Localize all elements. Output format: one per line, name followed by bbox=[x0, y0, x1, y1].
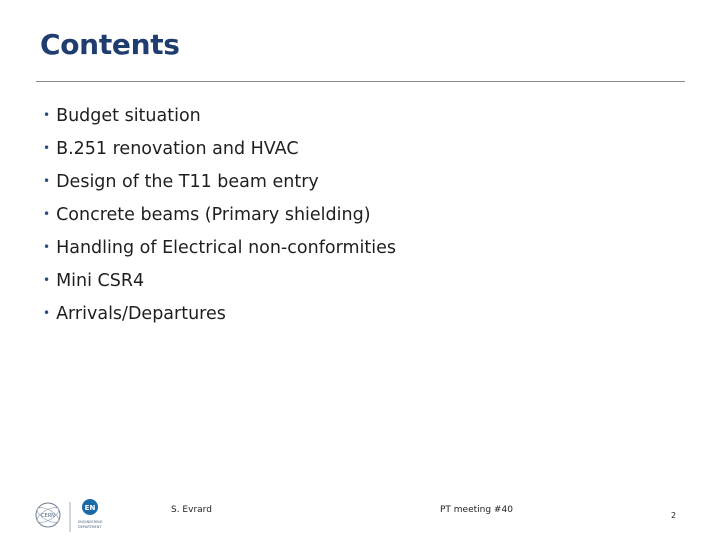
list-item bbox=[43, 297, 396, 330]
bullet-icon: • bbox=[43, 273, 51, 287]
en-logo-caption-line1: ENGINEERING bbox=[78, 520, 103, 524]
list-item bbox=[43, 264, 396, 297]
footer-logos bbox=[34, 496, 114, 534]
list-item bbox=[43, 231, 396, 264]
list-item-text: B.251 renovation and HVAC bbox=[56, 139, 299, 159]
contents-list bbox=[43, 99, 396, 330]
bullet-icon: • bbox=[43, 108, 51, 122]
cern-logo-icon bbox=[35, 503, 61, 527]
en-logo-caption-line2: DEPARTMENT bbox=[78, 525, 102, 529]
list-item-text: Budget situation bbox=[56, 106, 201, 126]
list-item bbox=[43, 165, 396, 198]
page-number: 2 bbox=[671, 511, 677, 520]
list-item bbox=[43, 99, 396, 132]
bullet-icon: • bbox=[43, 306, 51, 320]
list-item-text: Concrete beams (Primary shielding) bbox=[56, 205, 371, 225]
list-item bbox=[43, 132, 396, 165]
bullet-icon: • bbox=[43, 174, 51, 188]
list-item-text: Arrivals/Departures bbox=[56, 304, 226, 324]
list-item-text: Mini CSR4 bbox=[56, 271, 145, 291]
bullet-icon: • bbox=[43, 141, 51, 155]
bullet-icon: • bbox=[43, 207, 51, 221]
en-logo-text: EN bbox=[84, 504, 96, 512]
cern-logo-text: CERN bbox=[41, 513, 55, 519]
slide-title: Contents bbox=[40, 28, 180, 61]
list-item-text: Design of the T11 beam entry bbox=[56, 172, 319, 192]
bullet-icon: • bbox=[43, 240, 51, 254]
en-logo-icon bbox=[78, 499, 103, 529]
title-divider bbox=[36, 81, 685, 82]
footer-meeting: PT meeting #40 bbox=[440, 505, 513, 515]
footer-author: S. Evrard bbox=[171, 505, 212, 515]
list-item-text: Handling of Electrical non-conformities bbox=[56, 238, 396, 258]
list-item bbox=[43, 198, 396, 231]
